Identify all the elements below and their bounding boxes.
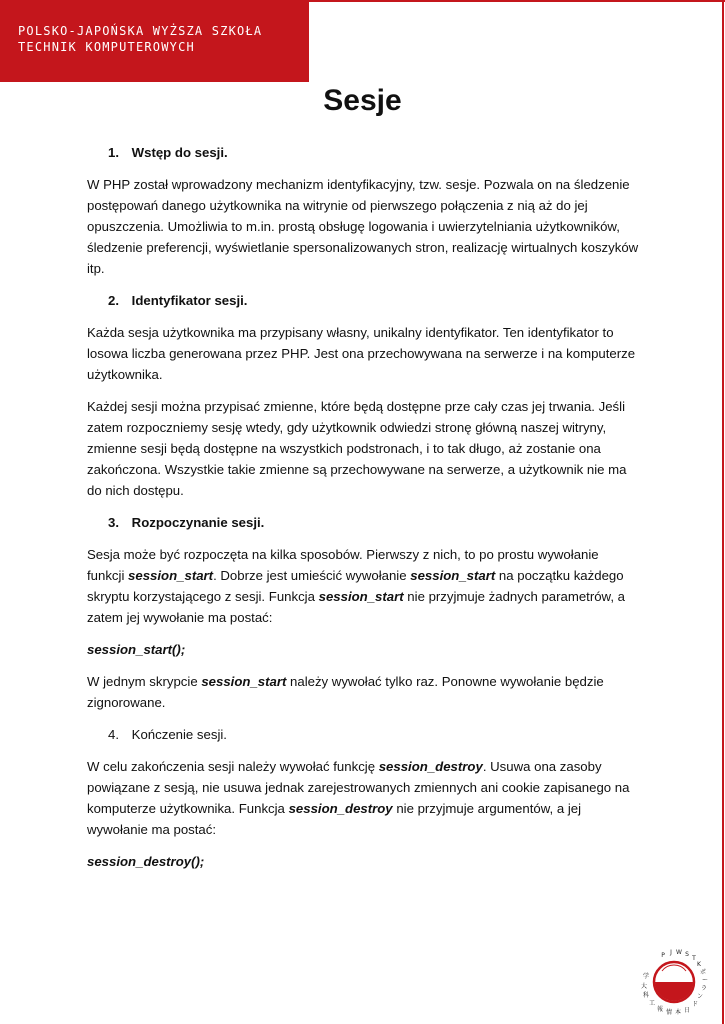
svg-text:工: 工 [648,1000,656,1007]
svg-text:科: 科 [642,992,650,999]
svg-text:J: J [670,949,672,956]
svg-text:報: 報 [656,1006,664,1013]
logo-seal-icon [640,948,708,1016]
section-number: 3. [108,515,119,530]
svg-text:S: S [685,951,689,958]
svg-text:大: 大 [640,983,648,990]
svg-text:ポ: ポ [699,969,707,976]
paragraph-identifier: Każda sesja użytkownika ma przypisany własny, unikalny identyfikator. Ten identyfikator to losowa liczba generowana przez PHP. Jest ona przechowywana na serwerze i na komputerze użytkownika. [87,325,636,382]
frame-right-border [722,0,724,1024]
page-title: Sesje [323,84,402,117]
section-number: 2. [108,293,119,308]
function-name: session_destroy [378,759,483,774]
text-run: na początku każdego skryptu korzystającego z sesji. Funkcja [87,568,624,604]
svg-text:W: W [676,949,682,956]
svg-text:ー: ー [701,977,708,984]
paragraph-session-start [87,544,639,628]
svg-text:ン: ン [696,993,704,1000]
section-heading-2 [87,290,639,311]
text-run: . Dobrze jest umieścić wywołanie [213,568,411,583]
section-title: Rozpoczynanie sesji. [131,515,265,530]
paragraph-session-variables: Każdej sesji można przypisać zmienne, które będą dostępne prze cały czas jej trwania. Jeśli zatem rozpoczniemy sesję wtedy, gdy użytkownik odwiedzi stronę główną naszej witryny, zmienne sesji będą dostępne na wszystkich podstronach, i to tak długo, aż zostanie ona zakończona. Wszystkie takie zmienne są przechowywane na serwerze, a użytkownik nie ma do nich dostępu. [87,399,627,498]
text-run: należy wywołać tylko raz. Ponowne wywołanie będzie zignorowane. [87,674,604,710]
text-run: Sesja może być rozpoczęta na kilka sposobów. Pierwszy z nich, to po prostu wywołanie funkcji [87,547,599,583]
text-run: W celu zakończenia sesji należy wywołać funkcję [87,759,379,774]
section-title: Wstęp do sesji. [131,145,228,160]
document-body [87,142,639,883]
paragraph-single-call [87,671,639,713]
section-heading-1 [87,142,639,163]
text-run: nie przyjmuje żadnych parametrów, a zatem jej wywołanie ma postać: [87,589,626,625]
svg-text:学: 学 [642,973,650,980]
function-name: session_destroy [288,801,393,816]
frame-top-border [300,0,725,2]
function-name: session_start [318,589,404,604]
paragraph-intro: W PHP został wprowadzony mechanizm identyfikacyjny, tzw. sesje. Pozwala on na śledzenie postępowań danego użytkownika na witrynie od pierwszego połączenia z nią aż do jej opuszczenia. Umożliwia to m.in. prostą obsługę logowania i uwierzytelniania użytkowników, śledzenie preferencji, wyświetlanie spersonalizowanych stron, realizację wirtualnych koszyków itp. [87,177,639,276]
function-name: session_start [201,674,287,689]
school-name-line2: TECHNIK KOMPUTEROWYCH [18,40,195,54]
function-name: session_start [410,568,496,583]
section-title: Kończenie sesji. [131,727,227,742]
function-name: session_start [128,568,214,583]
svg-text:情: 情 [665,1009,673,1016]
pjwstk-logo [640,948,708,1016]
section-number: 4. [108,727,119,742]
svg-text:ド: ド [691,1001,699,1008]
svg-text:T: T [692,955,696,962]
svg-text:P: P [661,952,665,959]
svg-text:ラ: ラ [700,985,708,992]
svg-text:本: 本 [674,1009,682,1016]
code-session-destroy: session_destroy(); [87,854,205,869]
section-heading-4 [87,724,639,745]
svg-text:K: K [697,961,701,968]
text-run: nie przyjmuje argumentów, a jej wywołanie ma postać: [87,801,582,837]
code-session-start: session_start(); [87,642,186,657]
section-title: Identyfikator sesji. [131,293,248,308]
section-number: 1. [108,145,119,160]
text-run: . Usuwa ona zasoby powiązane z sesją, nie usuwa jednak zarejestrowanych zmiennych ani cookie zapisanego na komputerze użytkownika. Funkcja [87,759,630,816]
header-banner [0,0,309,82]
paragraph-session-destroy [87,756,639,840]
text-run: W jednym skrypcie [87,674,202,689]
svg-text:日: 日 [683,1007,691,1014]
school-name-line1: POLSKO-JAPOŃSKA WYŻSZA SZKOŁA [18,24,263,38]
section-heading-3 [87,512,639,533]
